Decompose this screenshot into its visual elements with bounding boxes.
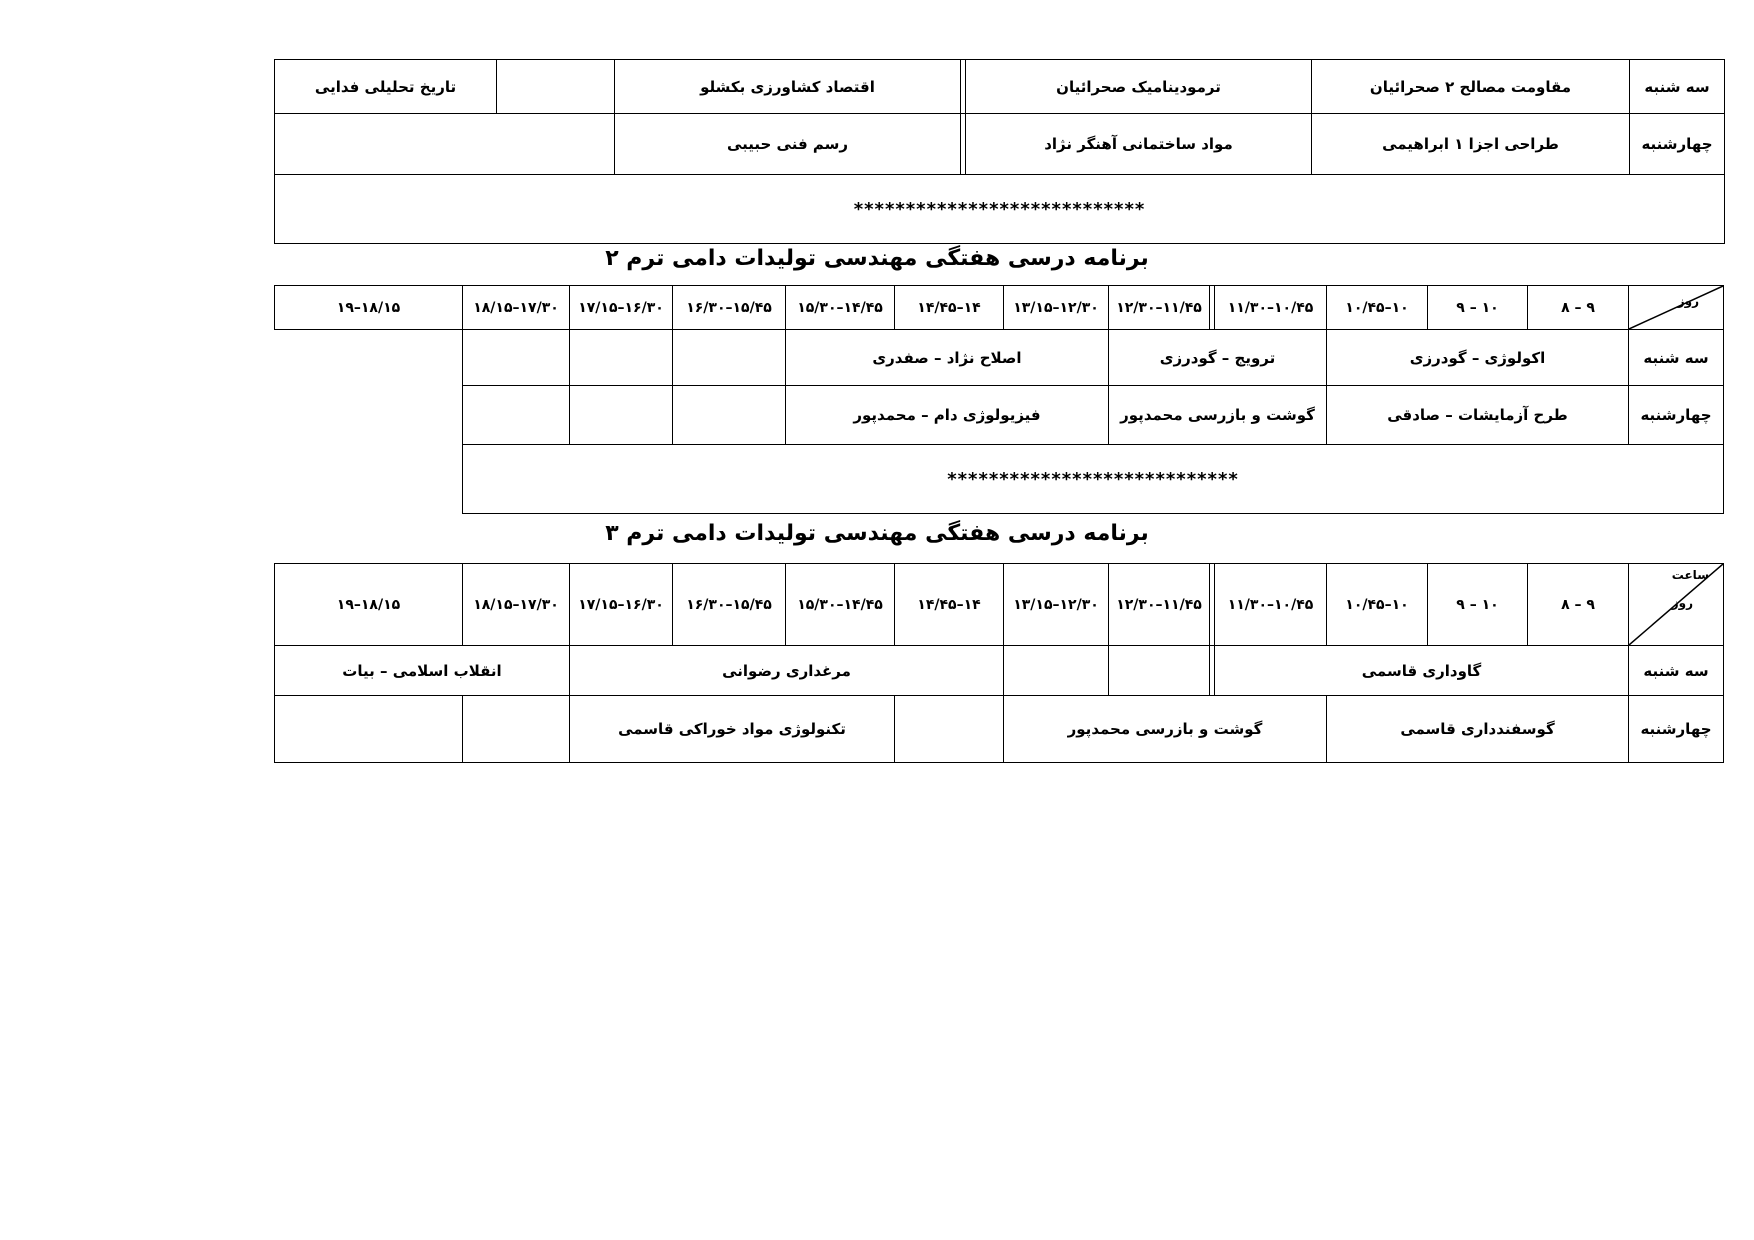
class-cell: ترویج – گودرزی xyxy=(1109,330,1327,386)
class-cell: اقتصاد کشاورزی بکشلو xyxy=(615,60,961,114)
table-row-tuesday xyxy=(275,330,1724,386)
time-header: ۱۰/۴۵–۱۱/۳۰ xyxy=(1215,564,1327,646)
class-cell: رسم فنی حبیبی xyxy=(615,114,961,175)
time-header: ۱۲/۳۰–۱۳/۱۵ xyxy=(1004,286,1109,330)
class-cell xyxy=(673,386,786,445)
diagonal-line xyxy=(1629,286,1723,329)
time-header: ۱۰–۱۰/۴۵ xyxy=(1327,286,1428,330)
class-cell xyxy=(275,696,463,763)
class-cell: فیزیولوژی دام – محمدپور xyxy=(786,386,1109,445)
time-header: ۱۸/۱۵–۱۹ xyxy=(275,286,463,330)
time-header: ۱۵/۴۵–۱۶/۳۰ xyxy=(673,564,786,646)
break-column xyxy=(1210,646,1215,696)
class-cell xyxy=(673,330,786,386)
class-cell: گوسفندداری قاسمی xyxy=(1327,696,1629,763)
time-header: ۱۷/۳۰–۱۸/۱۵ xyxy=(463,286,570,330)
break-column xyxy=(961,60,966,114)
day-label: سه شنبه xyxy=(1629,646,1724,696)
corner-day-label: روز xyxy=(1671,596,1693,610)
schedule-table-term3 xyxy=(274,563,1724,763)
star-separator: **************************** xyxy=(275,175,1725,244)
day-hour-corner xyxy=(1629,286,1724,330)
time-header: ۱۱/۴۵–۱۲/۳۰ xyxy=(1109,564,1210,646)
class-cell xyxy=(570,330,673,386)
class-cell xyxy=(463,386,570,445)
class-cell: انقلاب اسلامی – بیات xyxy=(275,646,570,696)
class-cell xyxy=(463,330,570,386)
day-label: چهارشنبه xyxy=(1630,114,1725,175)
class-cell xyxy=(497,60,615,114)
time-header: ۱۱/۴۵–۱۲/۳۰ xyxy=(1109,286,1210,330)
class-cell: مرغداری رضوانی xyxy=(570,646,1004,696)
time-header: ۱۶/۳۰–۱۷/۱۵ xyxy=(570,564,673,646)
class-cell xyxy=(895,696,1004,763)
class-cell: طرح آزمایشات – صادقی xyxy=(1327,386,1629,445)
class-cell: گوشت و بازرسی محمدپور xyxy=(1109,386,1327,445)
table-row-wednesday xyxy=(275,696,1724,763)
table-row-wednesday xyxy=(275,386,1724,445)
class-cell: گاوداری قاسمی xyxy=(1215,646,1629,696)
time-header: ۱۵/۴۵–۱۶/۳۰ xyxy=(673,286,786,330)
class-cell: تکنولوژی مواد خوراکی قاسمی xyxy=(570,696,895,763)
corner-hour-label: ساعت xyxy=(1671,568,1709,582)
day-label: سه شنبه xyxy=(1630,60,1725,114)
time-header: ۱۸/۱۵–۱۹ xyxy=(275,564,463,646)
class-cell: گوشت و بازرسی محمدپور xyxy=(1004,696,1327,763)
day-label: چهارشنبه xyxy=(1629,696,1724,763)
term3-title: برنامه درسی هفتگی مهندسی تولیدات دامی ترم ۳ xyxy=(605,521,1149,546)
time-header: ۹ – ۸ xyxy=(1528,564,1629,646)
time-header: ۱۷/۳۰–۱۸/۱۵ xyxy=(463,564,570,646)
header-row xyxy=(275,286,1724,330)
separator-row xyxy=(275,175,1725,244)
class-cell: مواد ساختمانی آهنگر نژاد xyxy=(966,114,1312,175)
table-row-tuesday xyxy=(275,60,1725,114)
break-column xyxy=(1210,564,1215,646)
time-header: ۱۰–۱۰/۴۵ xyxy=(1327,564,1428,646)
time-header: ۱۴–۱۴/۴۵ xyxy=(895,286,1004,330)
table-row-tuesday xyxy=(275,646,1724,696)
table-row-wednesday xyxy=(275,114,1725,175)
class-cell: مقاومت مصالح ۲ صحرائیان xyxy=(1312,60,1630,114)
time-header: ۱۰/۴۵–۱۱/۳۰ xyxy=(1215,286,1327,330)
schedule-table-term2 xyxy=(274,285,1724,514)
time-header: ۱۲/۳۰–۱۳/۱۵ xyxy=(1004,564,1109,646)
time-header: ۱۴/۴۵–۱۵/۳۰ xyxy=(786,286,895,330)
class-cell: تاریخ تحلیلی فدایی xyxy=(275,60,497,114)
star-separator: **************************** xyxy=(463,445,1724,514)
break-column xyxy=(961,114,966,175)
class-cell: اکولوژی – گودرزی xyxy=(1327,330,1629,386)
class-cell xyxy=(1004,646,1109,696)
day-label: چهارشنبه xyxy=(1629,386,1724,445)
time-header: ۱۴–۱۴/۴۵ xyxy=(895,564,1004,646)
class-cell xyxy=(1109,646,1210,696)
time-header: ۱۰ – ۹ xyxy=(1428,286,1528,330)
time-header: ۱۶/۳۰–۱۷/۱۵ xyxy=(570,286,673,330)
class-cell: ترمودینامیک صحرائیان xyxy=(966,60,1312,114)
class-cell xyxy=(463,696,570,763)
term2-title: برنامه درسی هفتگی مهندسی تولیدات دامی ترم ۲ xyxy=(605,246,1149,271)
day-label: سه شنبه xyxy=(1629,330,1724,386)
separator-row xyxy=(275,445,1724,514)
class-cell: اصلاح نژاد – صفدری xyxy=(786,330,1109,386)
corner-day-label: روز xyxy=(1677,294,1699,308)
class-cell xyxy=(275,114,615,175)
time-header: ۹ – ۸ xyxy=(1528,286,1629,330)
class-cell: طراحی اجزا ۱ ابراهیمی xyxy=(1312,114,1630,175)
header-row xyxy=(275,564,1724,646)
day-hour-corner xyxy=(1629,564,1724,646)
time-header: ۱۴/۴۵–۱۵/۳۰ xyxy=(786,564,895,646)
class-cell xyxy=(570,386,673,445)
schedule-table-term1 xyxy=(274,59,1725,244)
time-header: ۱۰ – ۹ xyxy=(1428,564,1528,646)
break-column xyxy=(1210,286,1215,330)
